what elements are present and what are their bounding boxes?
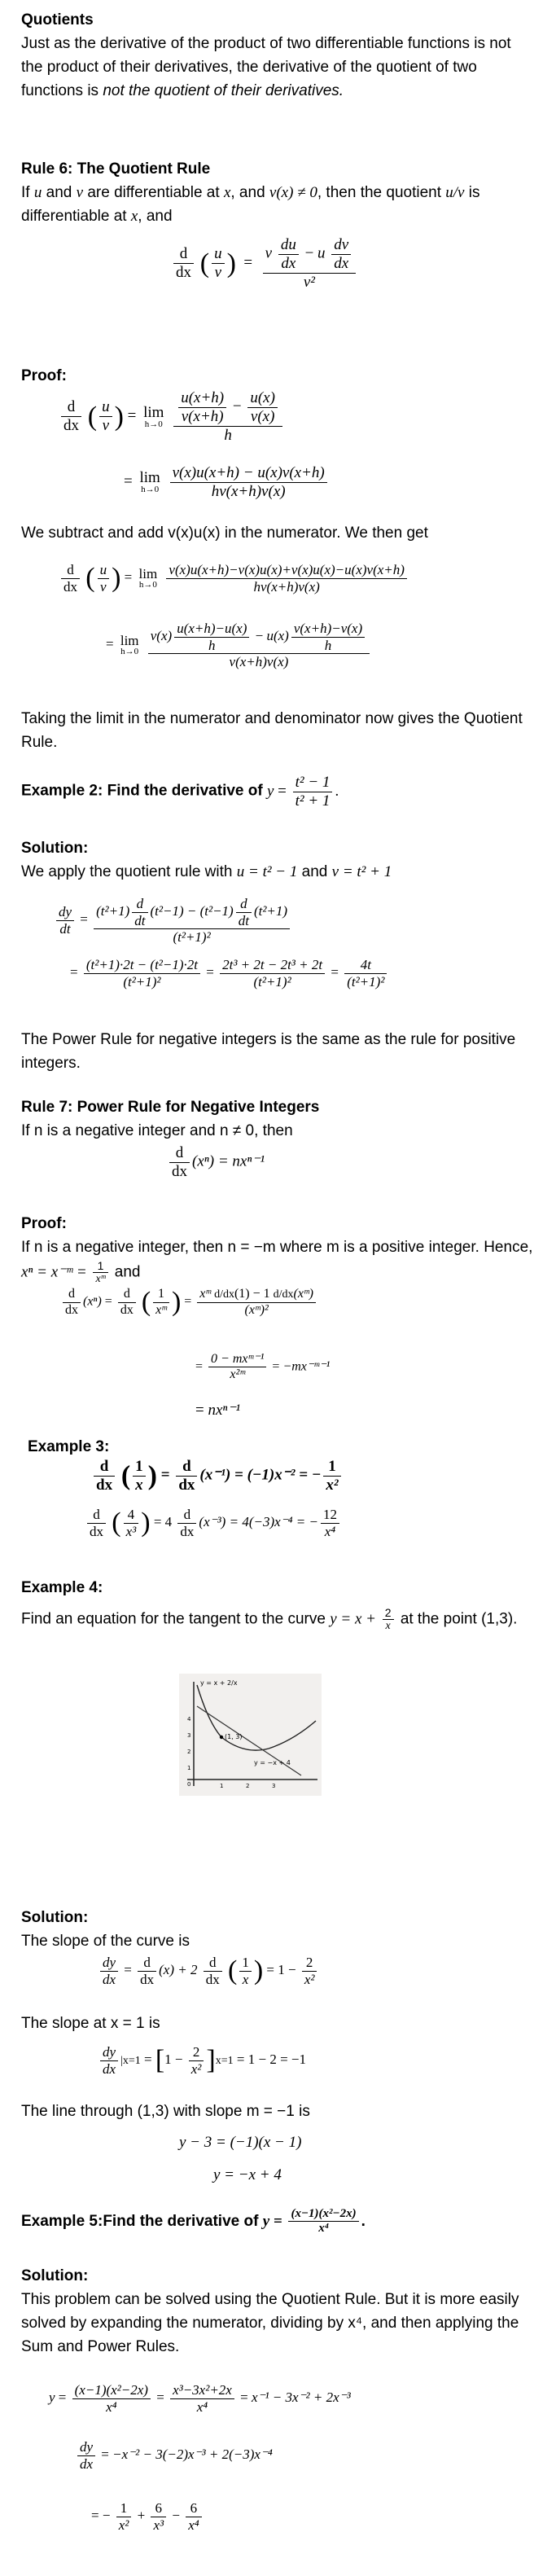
- proof2-step1: $\frac{d}{dx}$ (xⁿ) = $\frac{d}{dx}$ ( $\frac{1}{\text{xᵐ}}$ ) = $\frac{\text{xᵐ d/dx(1) − 1 d/dx(xᵐ)}}{\text{(xᵐ)²}}$: [60, 1287, 318, 1318]
- proof2-section: Proof: If n is a negative integer, then n = −m where m is a positive integer. Hence, xⁿ = x⁻ᵐ = $\frac{1}{\text{xᵐ}}$ and: [21, 1215, 533, 1286]
- proof1-step1: $\frac{d}{dx}$ ( $\frac{u}{v}$ ) = lim h→0 $\frac{u(x+h)}{v(x+h)}$ − $\frac{u(x)}{v(x)}$ h: [59, 389, 285, 445]
- example5-step3: = − $\frac{1}{\text{x²}}$ + $\frac{6}{\text{x³}}$ − $\frac{6}{\text{x⁴}}$: [91, 2500, 204, 2533]
- example5-step2: $\frac{dy}{dx}$ = −x⁻² − 3(−2)x⁻³ + 2(−3)x⁻⁴: [75, 2439, 273, 2472]
- example4-line-eq2: y = −x + 4: [213, 2166, 282, 2183]
- svg-text:1: 1: [220, 1783, 224, 1789]
- svg-text:2: 2: [246, 1783, 250, 1789]
- proof1-taking-limit: Taking the limit in the numerator and denominator now gives the Quotient Rule.: [21, 710, 523, 751]
- example2-solution: Solution: We apply the quotient rule with u = t² − 1 and v = t² + 1: [21, 840, 392, 880]
- quotients-intro: Just as the derivative of the product of two differentiable functions is not the product of their derivatives, the derivative of the quotient of two functions is not the quotient of their derivatives.: [21, 35, 511, 99]
- proof2-step3: = nxⁿ⁻¹: [195, 1402, 241, 1419]
- proof1-step2: = lim h→0 $\frac{v(x)u(x+h) - u(x)v(x+h)}{hv(x+h)v(x)}$: [124, 464, 330, 501]
- example4-section: Example 4: Find an equation for the tangent to the curve y = x + $\frac{2}{x}$ at the point (1,3).: [21, 1579, 518, 1633]
- proof1-step4: = lim h→0 v(x) $\frac{u(x+h)-u(x)}{h}$ − u(x) $\frac{v(x+h)-v(x)}{h}$ v(x+h)v(x): [106, 621, 372, 670]
- example4-solution: Solution: The slope of the curve is: [21, 1909, 190, 1950]
- tangent-graph: [179, 1674, 322, 1796]
- svg-text:2: 2: [187, 1749, 191, 1755]
- example5-solution: Solution: This problem can be solved using the Quotient Rule. But it is more easily solved by expanding the numerator, dividing by x⁴, and then applying the Sum and Power Rules.: [21, 2267, 519, 2355]
- svg-text:0: 0: [187, 1781, 191, 1788]
- quotients-section: [21, 8, 534, 103]
- rule6-title: Rule 6: The Quotient Rule: [21, 160, 211, 178]
- svg-text:3: 3: [187, 1732, 191, 1739]
- rule6-section: [21, 157, 534, 228]
- svg-text:3: 3: [272, 1783, 276, 1789]
- svg-text:4: 4: [187, 1716, 191, 1722]
- rule6-statement: If u and v are differentiable at x, and v(x) ≠ 0, then the quotient u/v is differentiable at x, and: [21, 184, 480, 225]
- example4-slope-eq: $\frac{dy}{dx}$ = $\frac{d}{dx}$ (x) + 2 $\frac{d}{dx}$ ( $\frac{1}{x}$ ) = 1 − $\frac{2}{\text{x²}}$: [98, 1955, 319, 1987]
- proof1-title: Proof:: [21, 367, 67, 384]
- rule7-formula: $\frac{d}{dx}$ (xⁿ) = nxⁿ⁻¹: [167, 1144, 265, 1181]
- graph-line-label: y = −x + 4: [254, 1759, 291, 1766]
- example3-line2: $\frac{d}{dx}$ ( $\frac{4}{\text{x³}}$ ) = 4 $\frac{d}{dx}$ (x⁻³) = 4(−3)x⁻⁴ = − $\frac{12}{\text{x⁴}}$: [85, 1507, 342, 1539]
- example3-title: Example 3:: [28, 1438, 110, 1455]
- example4-line-through: The line through (1,3) with slope m = −1 is: [21, 2103, 310, 2120]
- graph-background: [179, 1674, 322, 1796]
- example4-slope-at: The slope at x = 1 is: [21, 2015, 160, 2032]
- graph-point: [220, 1736, 223, 1739]
- svg-text:1: 1: [187, 1765, 191, 1771]
- example2-step1: $\frac{dy}{dt}$ = (t²+1) $\frac{d}{dt}$ (t²−1) − (t²−1) $\frac{d}{dt}$ (t²+1) (t²+1)²: [54, 896, 292, 946]
- example2-title-row: Example 2: Find the derivative of y = $\frac{\text{t² − 1}}{\text{t² + 1}}$ .: [21, 774, 339, 810]
- rule7-section: Rule 7: Power Rule for Negative Integers If n is a negative integer and n ≠ 0, then: [21, 1099, 320, 1139]
- example4-line-eq1: y − 3 = (−1)(x − 1): [179, 2134, 302, 2151]
- example5-step1: y = $\frac{\text{(x−1)(x²−2x)}}{\text{x⁴}}$ = $\frac{\text{x³−3x²+2x}}{\text{x⁴}}$ = x⁻¹ − 3x⁻² + 2x⁻³: [49, 2382, 351, 2415]
- proof1-subtract-add: We subtract and add v(x)u(x) in the numerator. We then get: [21, 524, 428, 542]
- example5-title-row: Example 5:Find the derivative of y = $\frac{\text{(x−1)(x²−2x)}}{\text{x⁴}}$ .: [21, 2207, 366, 2236]
- graph-curve-label: y = x + 2/x: [200, 1679, 238, 1687]
- proof1-step3: $\frac{d}{dx}$ ( $\frac{u}{v}$ ) = lim h→0 $\frac{v(x)u(x+h)-v(x)u(x)+v(x)u(x)-u(x)v(x+h)}{hv(x+h)v(x)}$: [59, 562, 409, 595]
- example4-slope-value: $\frac{dy}{dx}$ |x=1 = [1 − $\frac{2}{\text{x²}}$ ]x=1 = 1 − 2 = −1: [98, 2044, 306, 2077]
- example3-line1: $\frac{d}{dx}$ ( $\frac{1}{x}$ ) = $\frac{d}{dx}$ (x⁻¹) = (−1)x⁻² = − $\frac{1}{\text{x²}}$: [91, 1458, 344, 1494]
- quotient-rule-formula: $\frac{d}{dx}$ ( $\frac{u}{v}$ ) = v $\frac{du}{dx}$ − u $\frac{dv}{dx}$ v²: [171, 236, 358, 292]
- power-rule-note: The Power Rule for negative integers is the same as the rule for positive integers.: [21, 1031, 516, 1072]
- proof2-step2: = 0 − mxᵐ⁻¹ x²ᵐ = −mx⁻ᵐ⁻¹: [195, 1352, 331, 1382]
- graph-point-label: (1, 3): [225, 1733, 243, 1740]
- example2-step2: = $\frac{\text{(t²+1)·2t − (t²−1)·2t}}{\text{(t²+1)²}}$ = $\frac{\text{2t³ + 2t − 2t³ + 2t}}{\text{(t²+1)²}}$ = $\frac{4t}{\text{(t²+1)²}}$: [70, 957, 389, 990]
- quotients-title: Quotients: [21, 11, 94, 29]
